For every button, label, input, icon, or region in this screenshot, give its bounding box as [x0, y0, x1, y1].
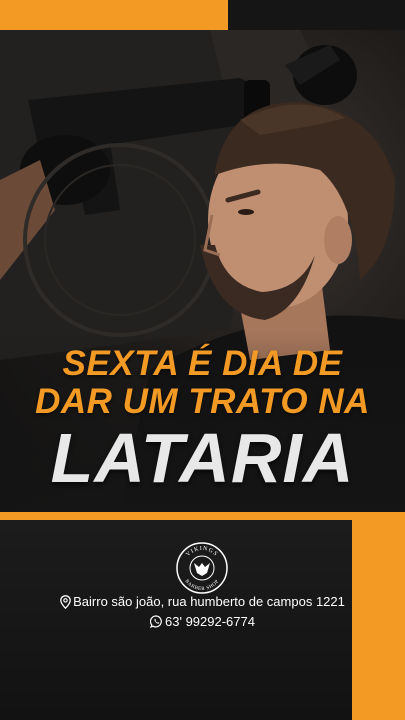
- phone-row: [0, 613, 405, 629]
- headline-line-1: SEXTA É DIA DE: [62, 344, 343, 383]
- top-accent-bar: [0, 0, 228, 30]
- logo-name-top: VIKINGS: [185, 545, 219, 558]
- whatsapp-icon: [150, 615, 163, 628]
- address-text: Bairro são joão, rua humberto de campos 1221: [73, 594, 345, 610]
- vikings-barber-shop-logo: [175, 541, 229, 595]
- headline-line-3: LATARIA: [50, 419, 355, 497]
- address-row: [0, 593, 405, 609]
- phone-text: 63' 99292-6774: [165, 614, 255, 630]
- headline-line-2: DAR UM TRATO NA: [35, 382, 370, 421]
- headline: [0, 345, 405, 495]
- logo-name-bottom: BARBER SHOP: [183, 579, 221, 593]
- location-pin-icon: [60, 595, 71, 609]
- middle-accent-bar: [0, 512, 405, 520]
